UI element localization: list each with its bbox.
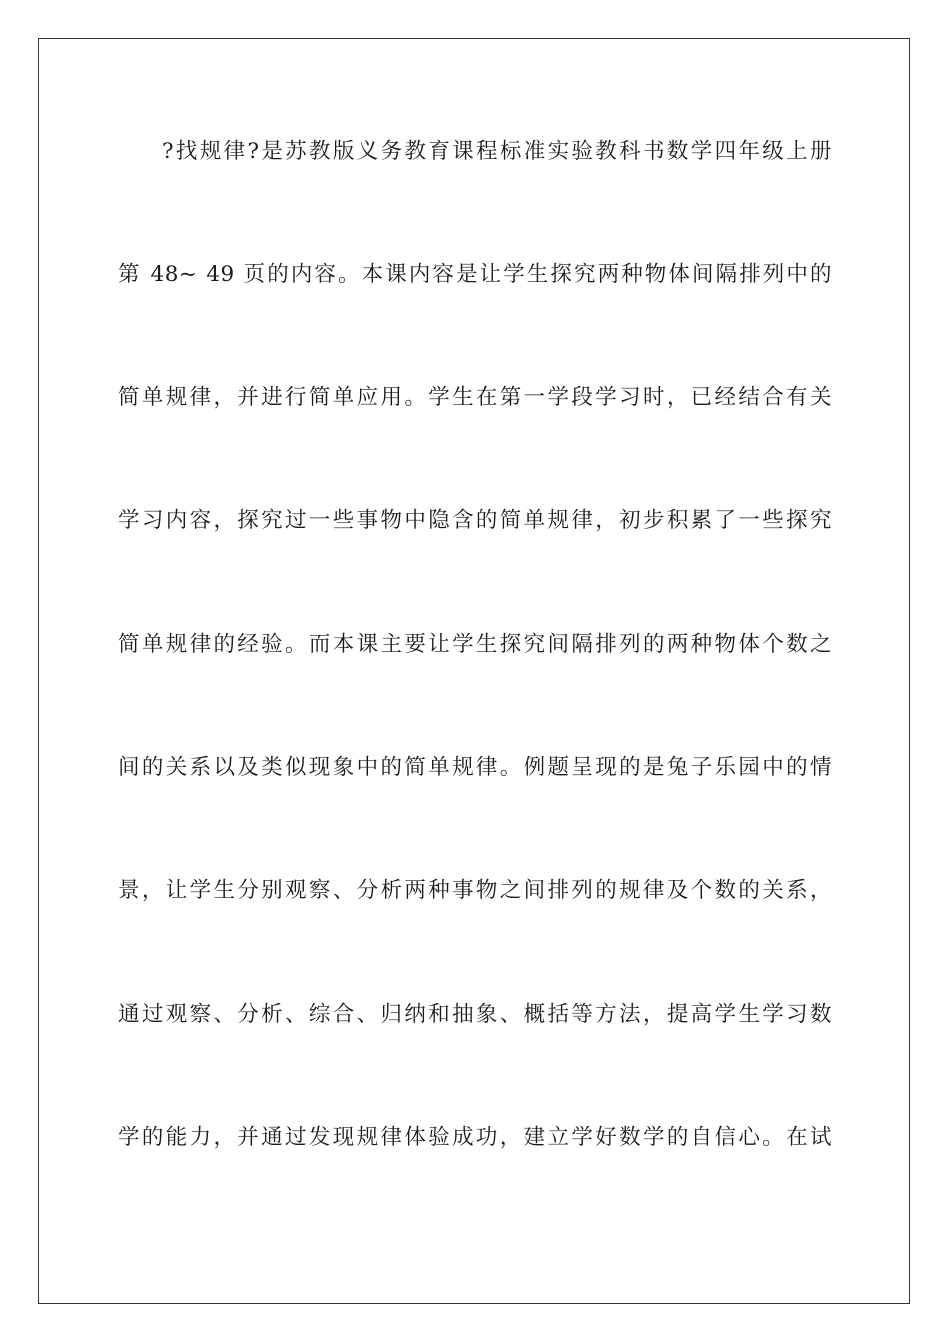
paragraph-line-9: 学的能力，并通过发现规律体验成功，建立学好数学的自信心。在试 [118,1125,832,1150]
paragraph-line-8: 通过观察、分析、综合、归纳和抽象、概括等方法，提高学生学习数 [118,1002,832,1027]
paragraph-line-3: 简单规律，并进行简单应用。学生在第一学段学习时，已经结合有关 [118,385,832,410]
page-border [38,38,910,1304]
paragraph-line-2: 第 48~ 49 页的内容。本课内容是让学生探究两种物体间隔排列中的 [118,262,832,287]
paragraph-line-4: 学习内容，探究过一些事物中隐含的简单规律，初步积累了一些探究 [118,508,832,533]
paragraph-line-7: 景，让学生分别观察、分析两种事物之间排列的规律及个数的关系， [118,878,832,903]
paragraph-line-1: ?找规律?是苏教版义务教育课程标准实验教科书数学四年级上册 [162,139,832,164]
paragraph-line-5: 简单规律的经验。而本课主要让学生探究间隔排列的两种物体个数之 [118,632,832,657]
paragraph-line-6: 间的关系以及类似现象中的简单规律。例题呈现的是兔子乐园中的情 [118,755,832,780]
